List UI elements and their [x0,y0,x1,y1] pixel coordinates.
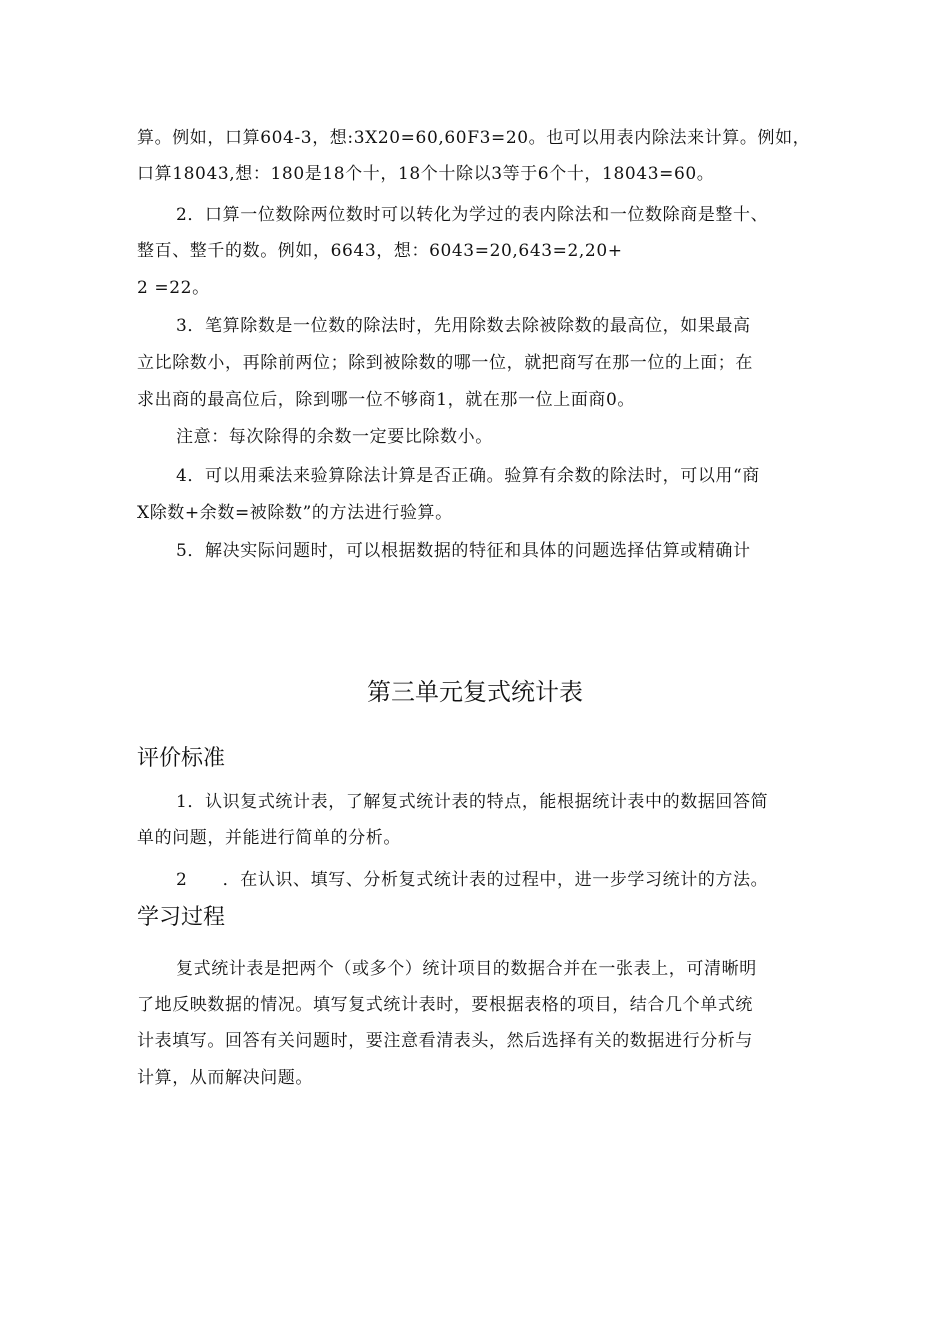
text-line: 5．解决实际问题时，可以根据数据的特征和具体的问题选择估算或精确计 [176,541,751,561]
process-line: 了地反映数据的情况。填写复式统计表时，要根据表格的项目，结合几个单式统 [137,995,753,1015]
criteria-line: 2 ．在认识、填写、分析复式统计表的过程中，进一步学习统计的方法。 [176,870,769,890]
criteria-line: 单的问题，并能进行简单的分析。 [137,828,401,848]
text-line: X除数+余数=被除数”的方法进行验算。 [137,503,453,523]
text-line: 整百、整千的数。例如，6643，想：6043=20,643=2,20+ [137,241,623,261]
unit-title: 第三单元复式统计表 [367,678,583,706]
criteria-line: 1．认识复式统计表，了解复式统计表的特点，能根据统计表中的数据回答简 [176,792,769,812]
text-line: 立比除数小，再除前两位；除到被除数的哪一位，就把商写在那一位的上面；在 [137,353,753,373]
process-line: 计算，从而解决问题。 [137,1068,313,1088]
text-line: 口算18043,想：180是18个十，18个十除以3等于6个十，18043=60。 [137,164,715,184]
process-line: 计表填写。回答有关问题时，要注意看清表头，然后选择有关的数据进行分析与 [137,1031,753,1051]
text-line: 算。例如，口算604-3，想:3X20=60,60F3=20。也可以用表内除法来计算。例如， [137,128,811,148]
section-heading-process: 学习过程 [137,905,226,930]
text-line: 3．笔算除数是一位数的除法时，先用除数去除被除数的最高位，如果最高 [176,316,751,336]
note-line: 注意：每次除得的余数一定要比除数小。 [176,427,493,447]
text-line: 2．口算一位数除两位数时可以转化为学过的表内除法和一位数除商是整十、 [176,205,769,225]
text-line: 求出商的最高位后，除到哪一位不够商1，就在那一位上面商0。 [137,390,636,410]
text-line: 2 =22。 [137,278,210,298]
section-heading-criteria: 评价标准 [137,746,226,771]
process-line: 复式统计表是把两个（或多个）统计项目的数据合并在一张表上，可清晰明 [176,959,757,979]
text-line: 4．可以用乘法来验算除法计算是否正确。验算有余数的除法时，可以用“商 [176,466,760,486]
